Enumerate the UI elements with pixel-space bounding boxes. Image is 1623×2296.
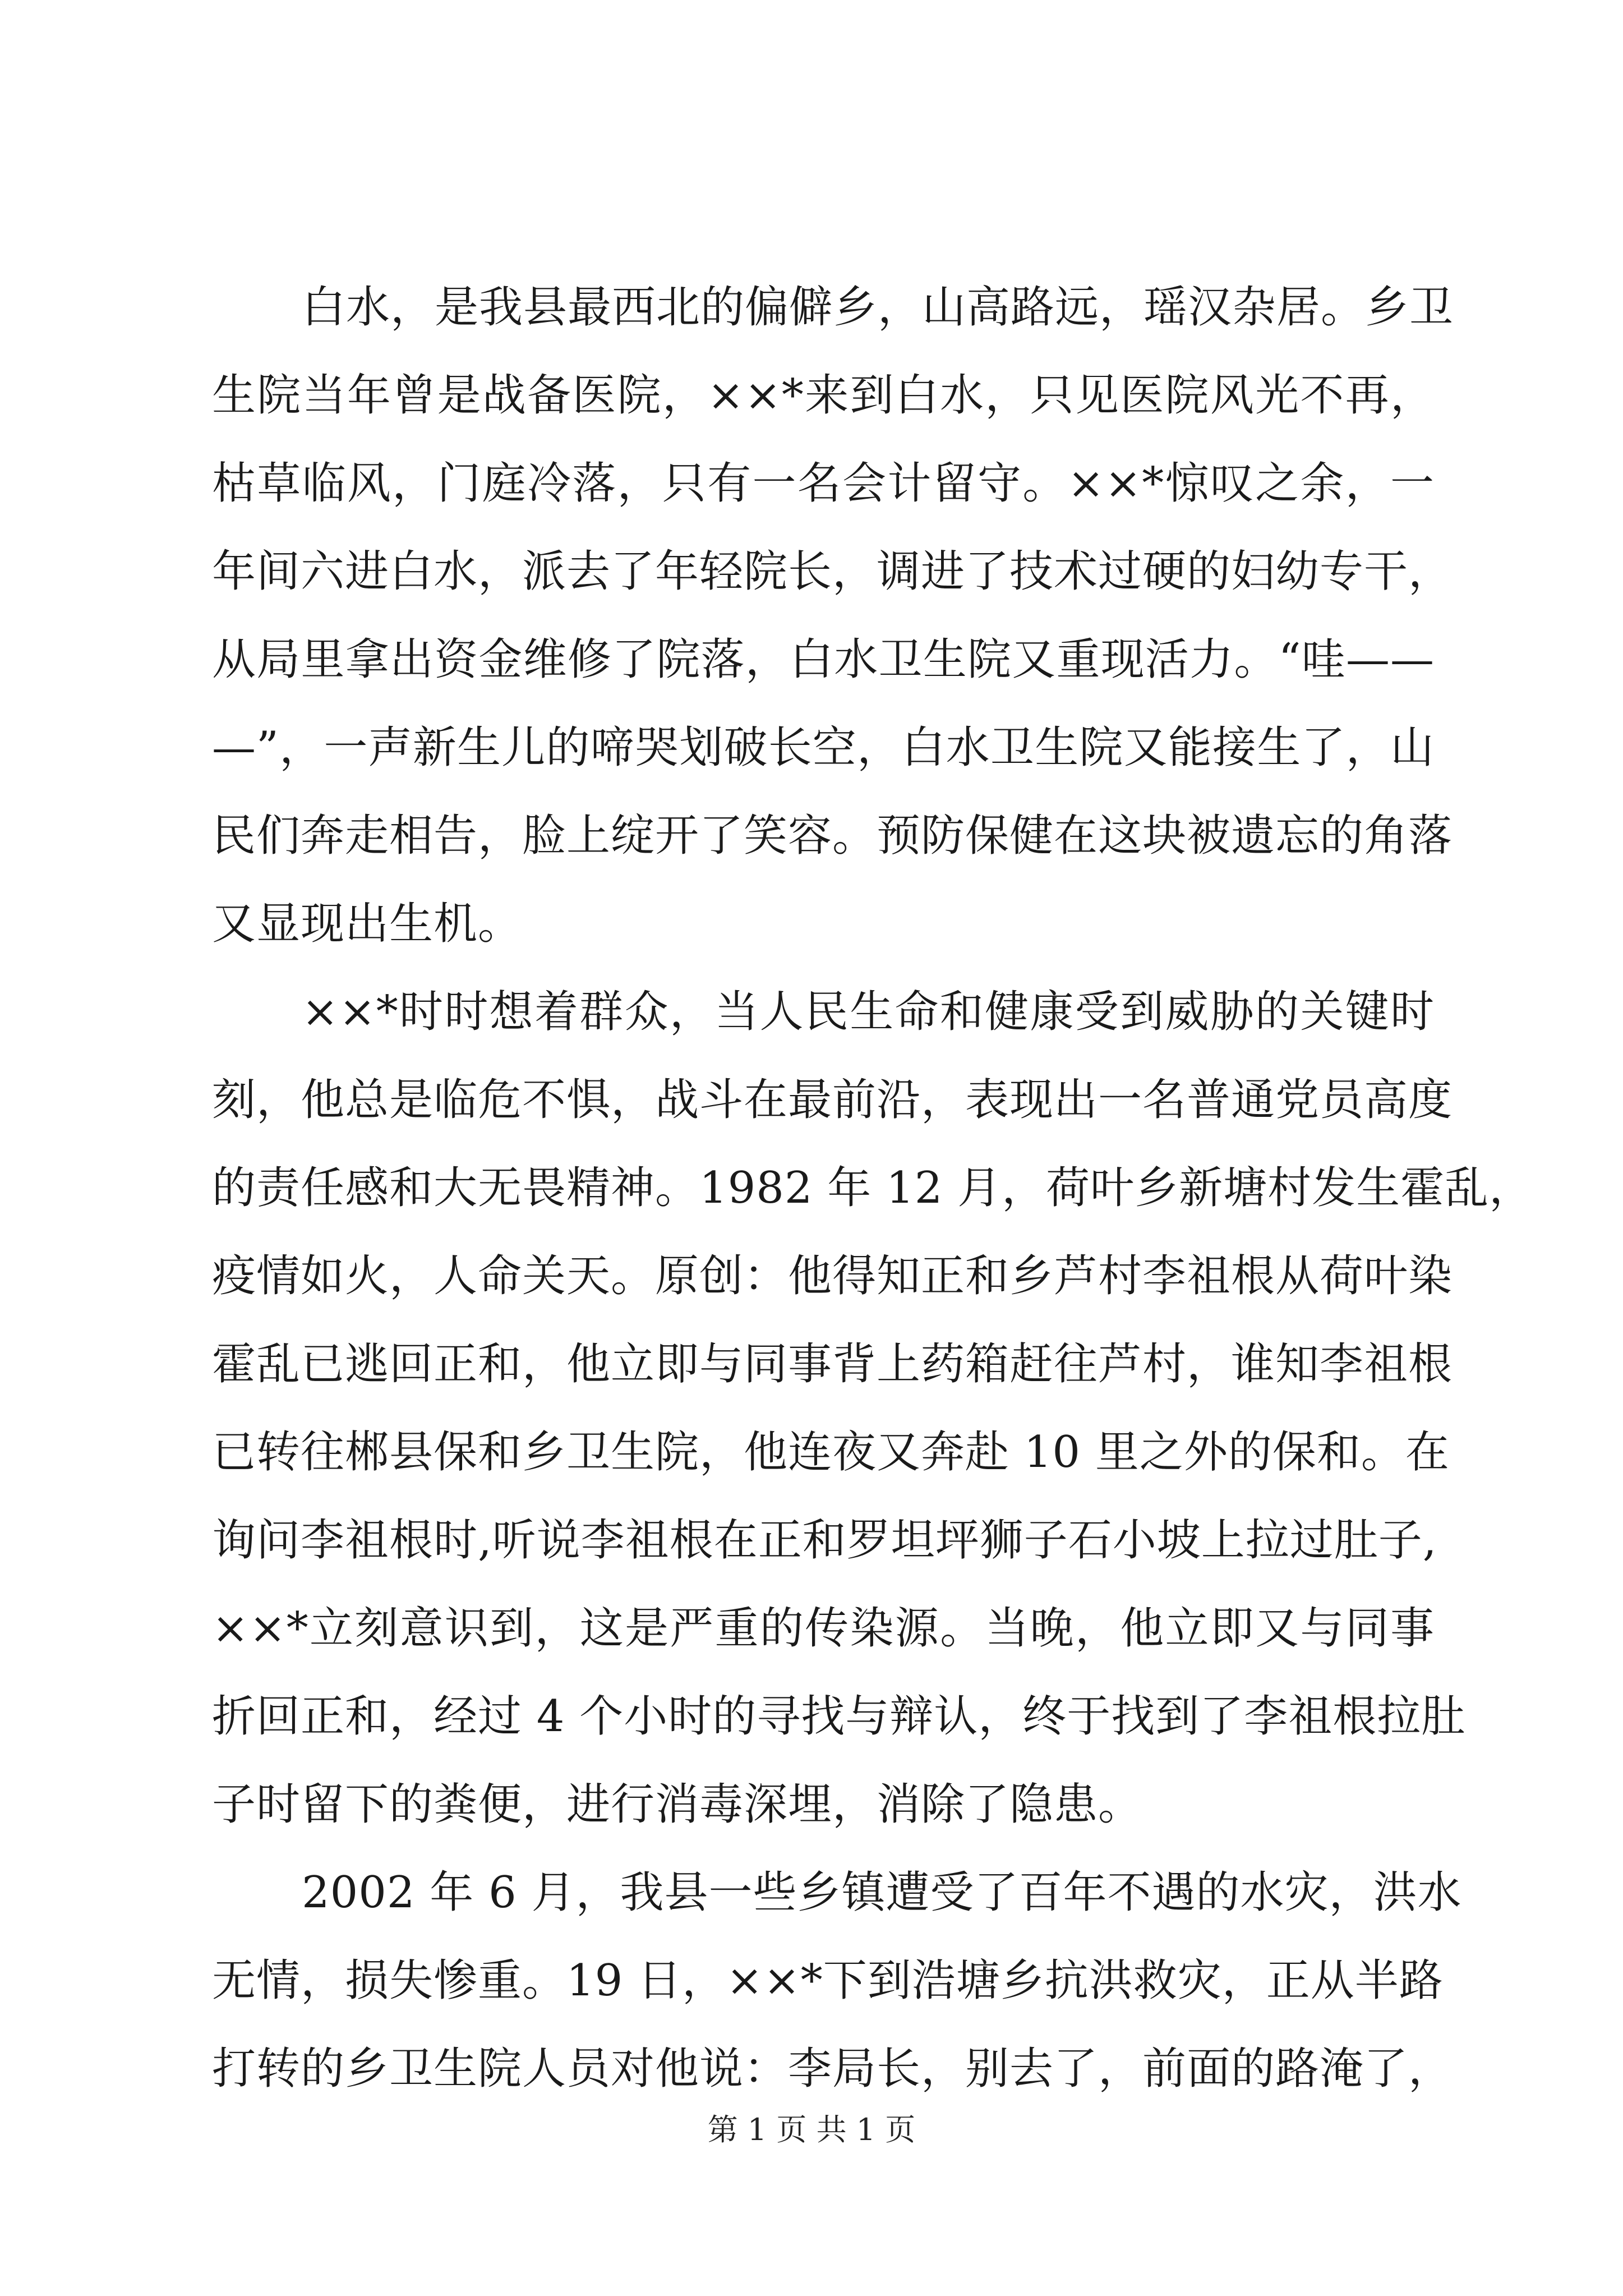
text-line: 从局里拿出资金维修了院落，白水卫生院又重现活力。“哇—— (212, 634, 1435, 685)
text-line: 子时留下的粪便，进行消毒深埋，消除了隐患。 (212, 1779, 1143, 1830)
page-footer (0, 2110, 1623, 2150)
text-line: 询问李祖根时,听说李祖根在正和罗坦坪狮子石小坡上拉过肚子, (212, 1515, 1437, 1566)
text-line: 白水，是我县最西北的偏僻乡，山高路远，瑶汉杂居。乡卫 (302, 282, 1454, 333)
paragraph (212, 264, 1454, 968)
text-line: 折回正和，经过 4 个小时的寻找与辩认，终于找到了李祖根拉肚 (212, 1691, 1466, 1742)
text-line: 无情，损失惨重。19 日，××*下到浩塘乡抗洪救灾，正从半路 (212, 1955, 1444, 2006)
document-body (212, 264, 1534, 2113)
text-line: 枯草临风，门庭冷落，只有一名会计留守。××*惊叹之余，一 (212, 458, 1435, 509)
text-line: 霍乱已逃回正和，他立即与同事背上药箱赶往芦村，谁知李祖根 (212, 1339, 1453, 1389)
text-line: ××*时时想着群众，当人民生命和健康受到威胁的关键时 (302, 987, 1435, 1037)
text-line: 生院当年曾是战备医院，××*来到白水，只见医院风光不再， (212, 370, 1435, 421)
text-line: 2002 年 6 月，我县一些乡镇遭受了百年不遇的水灾，洪水 (302, 1867, 1462, 1918)
page-number-label: 第 1 页 共 1 页 (707, 2112, 916, 2147)
paragraph (212, 968, 1534, 1849)
text-line: 的责任感和大无畏精神。1982 年 12 月，荷叶乡新塘村发生霍乱， (212, 1163, 1534, 1213)
text-line: 打转的乡卫生院人员对他说：李局长，别去了，前面的路淹了， (212, 2044, 1453, 2094)
text-line: 年间六进白水，派去了年轻院长，调进了技术过硬的妇幼专干， (212, 546, 1453, 597)
text-line: ××*立刻意识到，这是严重的传染源。当晚，他立即又与同事 (212, 1603, 1435, 1654)
paragraph (212, 1849, 1462, 2113)
text-line: 又显现出生机。 (212, 899, 523, 949)
text-line: 疫情如火，人命关天。原创：他得知正和乡芦村李祖根从荷叶染 (212, 1251, 1453, 1301)
text-line: 刻，他总是临危不惧，战斗在最前沿，表现出一名普通党员高度 (212, 1075, 1453, 1125)
text-line: 已转往郴县保和乡卫生院，他连夜又奔赴 10 里之外的保和。在 (212, 1427, 1450, 1478)
text-line: —”，一声新生儿的啼哭划破长空，白水卫生院又能接生了，山 (212, 723, 1435, 773)
text-line: 民们奔走相告，脸上绽开了笑容。预防保健在这块被遗忘的角落 (212, 811, 1453, 861)
